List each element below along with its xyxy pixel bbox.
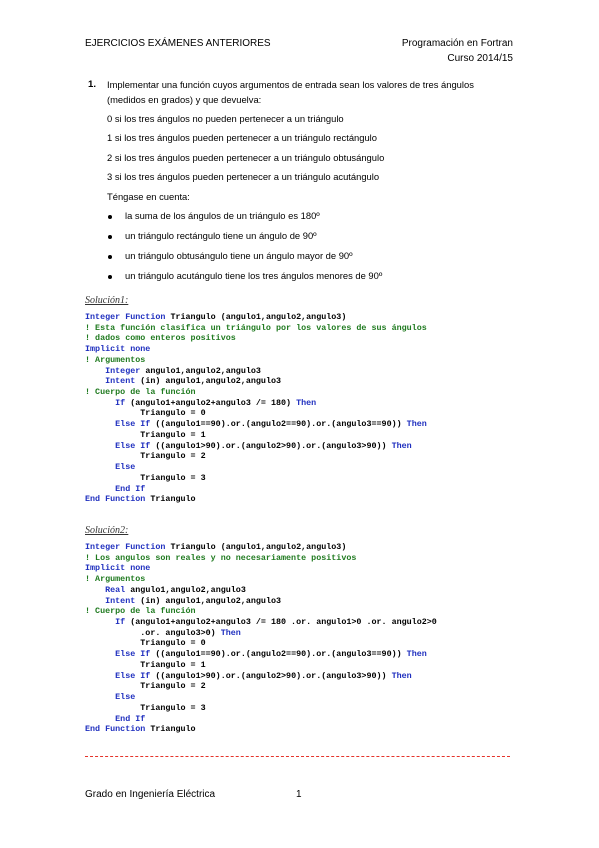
code-keyword: Else (115, 692, 136, 703)
code-keyword: Then (220, 627, 241, 638)
solution1-title: Solución1: (85, 295, 129, 306)
code-keyword: Else If (115, 419, 156, 430)
code-line (85, 387, 427, 398)
code-keyword: Intent (105, 595, 141, 606)
code-line (85, 596, 437, 607)
footer-page-number: 1 (296, 789, 302, 800)
code-keyword: Then (391, 670, 412, 681)
exercise-number: 1. (88, 79, 97, 90)
bullet-icon (108, 255, 112, 259)
code-text: (in) angulo1,angulo2,angulo3 (140, 376, 282, 387)
code-text: Triangulo (angulo1,angulo2,angulo3) (170, 312, 347, 322)
code-text: Triangulo = 1 (85, 429, 206, 440)
code-line (85, 660, 437, 671)
code-keyword: End Function (85, 494, 151, 505)
code-keyword: If (115, 617, 131, 628)
code-line (85, 628, 437, 639)
bullet-icon (108, 215, 112, 219)
code-text: Triangulo (150, 724, 196, 735)
code-comment: ! dados como enteros positivos (85, 333, 236, 344)
return-2: 2 si los tres ángulos pueden pertenecer a un triángulo obtusángulo (107, 152, 385, 163)
code-keyword: End Function (85, 724, 151, 735)
code-line (85, 714, 437, 725)
code-line (85, 638, 437, 649)
code-line (85, 574, 437, 585)
bullet-icon (108, 275, 112, 279)
header-left-title: EJERCICIOS EXÁMENES ANTERIORES (85, 38, 271, 49)
code-line (85, 419, 427, 430)
code-line (85, 585, 437, 596)
code-keyword: Then (406, 649, 427, 660)
solution2-code (85, 542, 437, 735)
code-keyword: Real (105, 584, 131, 595)
code-line (85, 542, 437, 553)
code-line (85, 344, 427, 355)
code-keyword: Then (391, 440, 412, 451)
code-text: Triangulo = 2 (85, 451, 206, 462)
code-keyword: Then (406, 419, 427, 430)
code-keyword: Else If (115, 649, 156, 660)
code-keyword: End If (115, 483, 146, 494)
code-text (85, 398, 115, 408)
bullet-item-3: un triángulo acutángulo tiene los tres ángulos menores de 90º (125, 270, 383, 281)
code-text (85, 419, 115, 429)
code-line (85, 553, 437, 564)
code-text: (in) angulo1,angulo2,angulo3 (140, 595, 282, 606)
exercise-statement-line2: (medidos en grados) y que devuelva: (107, 94, 262, 105)
code-text: Triangulo = 2 (85, 681, 206, 692)
code-text: ((angulo1>90).or.(angulo2>90).or.(angulo3>90)) (155, 670, 392, 681)
header-course: Curso 2014/15 (447, 53, 513, 64)
code-text (85, 596, 105, 606)
return-0: 0 si los tres ángulos no pueden pertenecer a un triángulo (107, 113, 344, 124)
code-text: Triangulo = 1 (85, 659, 206, 670)
bullet-icon (108, 235, 112, 239)
code-line (85, 441, 427, 452)
code-keyword: Else If (115, 440, 156, 451)
code-comment: ! Los angulos son reales y no necesariamente positivos (85, 552, 357, 563)
header-right-title: Programación en Fortran (401, 38, 513, 49)
code-text: ((angulo1==90).or.(angulo2==90).or.(angulo3==90)) (155, 649, 407, 660)
code-line (85, 724, 437, 735)
code-text (85, 692, 115, 702)
code-text: Triangulo (angulo1,angulo2,angulo3) (170, 542, 347, 552)
code-keyword: Integer Function (85, 542, 171, 552)
code-keyword: Intent (105, 376, 141, 387)
code-line (85, 366, 427, 377)
code-text (85, 649, 115, 659)
code-keyword: Integer (105, 365, 146, 376)
code-text: .or. angulo3>0) (85, 627, 221, 638)
code-text (85, 671, 115, 681)
dashed-separator (85, 756, 510, 757)
code-comment: ! Esta función clasifica un triángulo por los valores de sus ángulos (85, 322, 427, 333)
code-line (85, 398, 427, 409)
code-text (85, 484, 115, 494)
code-text: Triangulo = 0 (85, 638, 206, 649)
code-line (85, 606, 437, 617)
code-text (85, 617, 115, 627)
code-text: (angulo1+angulo2+angulo3 /= 180 .or. angulo1>0 .or. angulo2>0 (130, 617, 437, 628)
code-comment: ! Cuerpo de la función (85, 606, 196, 617)
notes-title: Téngase en cuenta: (107, 191, 190, 202)
code-text (85, 462, 115, 472)
code-line (85, 703, 437, 714)
code-comment: ! Argumentos (85, 354, 146, 365)
code-line (85, 484, 427, 495)
solution1-code (85, 312, 427, 505)
code-line (85, 323, 427, 334)
code-line (85, 692, 437, 703)
bullet-item-2: un triángulo obtusángulo tiene un ángulo mayor de 90º (125, 250, 353, 261)
code-text (85, 366, 105, 376)
bullet-item-0: la suma de los ángulos de un triángulo es 180º (125, 210, 320, 221)
code-comment: ! Cuerpo de la función (85, 387, 196, 398)
code-text: Triangulo = 3 (85, 702, 206, 713)
code-line (85, 462, 427, 473)
code-keyword: Implicit none (85, 344, 151, 355)
code-text: Triangulo = 0 (85, 408, 206, 419)
code-text: Triangulo (150, 494, 196, 505)
code-keyword: Integer Function (85, 312, 171, 322)
code-line (85, 563, 437, 574)
code-line (85, 473, 427, 484)
code-keyword: Else If (115, 670, 156, 681)
code-text (85, 441, 115, 451)
code-line (85, 430, 427, 441)
code-line (85, 355, 427, 366)
exercise-statement-line1: Implementar una función cuyos argumentos de entrada sean los valores de tres ángulos (107, 79, 474, 90)
footer-degree: Grado en Ingeniería Eléctrica (85, 789, 216, 800)
code-line (85, 333, 427, 344)
return-1: 1 si los tres ángulos pueden pertenecer a un triángulo rectángulo (107, 132, 377, 143)
code-line (85, 312, 427, 323)
code-text (85, 585, 105, 595)
code-text (85, 714, 115, 724)
code-line (85, 617, 437, 628)
solution2-title: Solución2: (85, 525, 129, 536)
return-3: 3 si los tres ángulos pueden pertenecer a un triángulo acutángulo (107, 171, 380, 182)
code-comment: ! Argumentos (85, 574, 146, 585)
code-line (85, 494, 427, 505)
code-text: Triangulo = 3 (85, 472, 206, 483)
code-line (85, 671, 437, 682)
code-text (85, 376, 105, 386)
code-line (85, 376, 427, 387)
code-keyword: Else (115, 462, 136, 473)
code-line (85, 408, 427, 419)
code-line (85, 451, 427, 462)
code-text: angulo1,angulo2,angulo3 (145, 365, 261, 376)
code-text: ((angulo1>90).or.(angulo2>90).or.(angulo3>90)) (155, 440, 392, 451)
code-keyword: Then (296, 397, 317, 408)
code-keyword: If (115, 397, 131, 408)
code-text: (angulo1+angulo2+angulo3 /= 180) (130, 397, 297, 408)
code-text: ((angulo1==90).or.(angulo2==90).or.(angulo3==90)) (155, 419, 407, 430)
bullet-item-1: un triángulo rectángulo tiene un ángulo de 90º (125, 230, 317, 241)
code-line (85, 681, 437, 692)
code-text: angulo1,angulo2,angulo3 (130, 584, 246, 595)
code-keyword: End If (115, 713, 146, 724)
code-keyword: Implicit none (85, 563, 151, 574)
code-line (85, 649, 437, 660)
